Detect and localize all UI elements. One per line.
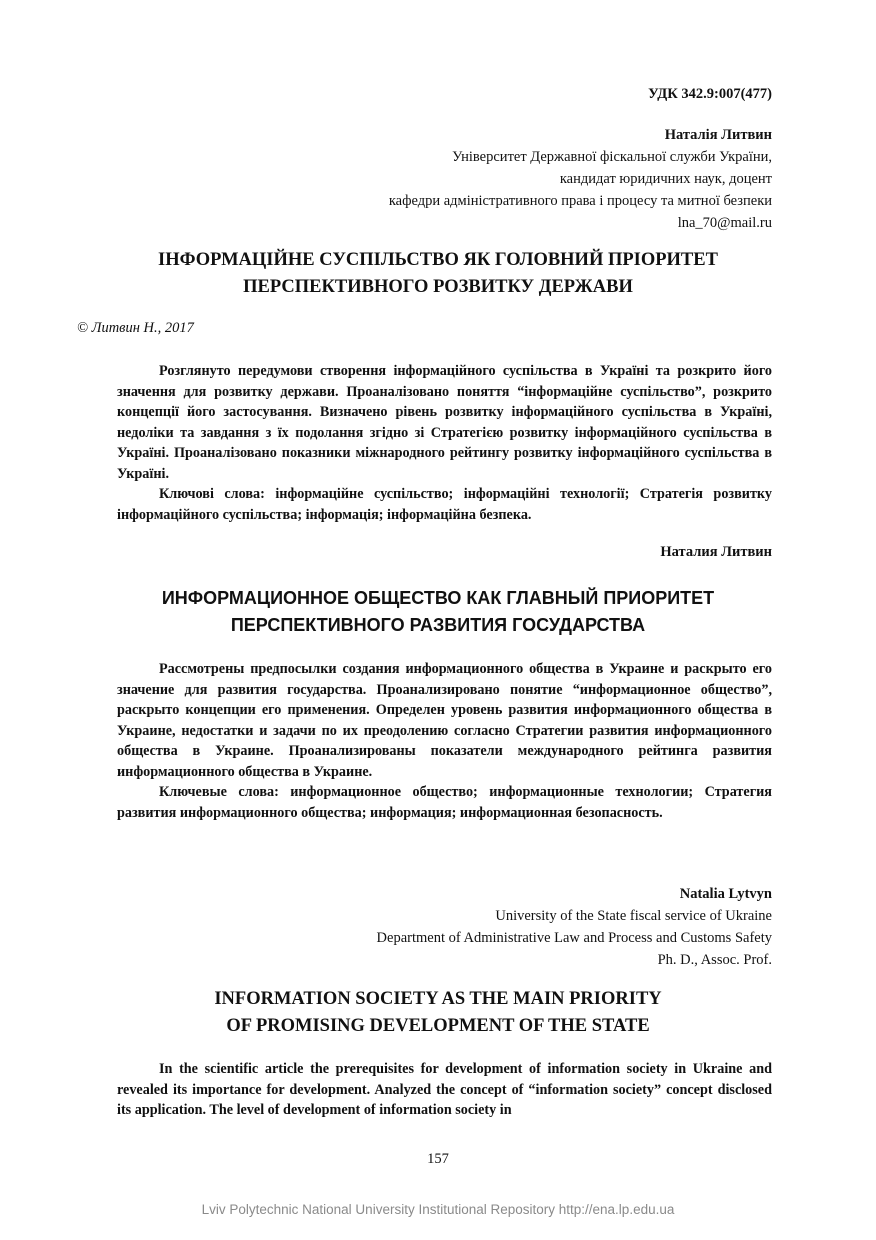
en-author-name: Natalia Lytvyn	[679, 886, 772, 902]
en-title-line-2: OF PROMISING DEVELOPMENT OF THE STATE	[226, 1016, 650, 1036]
ua-article-title	[60, 247, 816, 301]
ua-author-name: Наталія Литвин	[664, 127, 772, 143]
ru-abstract-text: Рассмотрены предпосылки создания информационного общества в Украине и раскрыто его значение для развития государства. Проанализировано понятие “информационное общество”, раскрыто концепции его применения. Определен уровень развития информационного общества в Украине, недостатки и задачи по их преодолению согласно Стратегии развития информационного общества в Украине. Проанализированы показатели международного рейтинга развития информационного общества в Украине.	[117, 661, 772, 780]
en-author-block	[377, 883, 772, 971]
ua-abstract-text: Розглянуто передумови створення інформаційного суспільства в Україні та розкрито його значення для розвитку держави. Проаналізовано поняття “інформаційне суспільство”, розкрито концепції його застосування. Визначено рівень розвитку інформаційного суспільства в Україні, недоліки та завдання з їх подолання згідно зі Стратегією розвитку інформаційного суспільства в Україні. Проаналізовано показники міжнародного рейтингу розвитку інформаційного суспільства в Україні.	[117, 363, 772, 482]
ua-keywords: Ключові слова: інформаційне суспільство; інформаційні технології; Стратегія розвитку інформаційного суспільства; інформація; інформаційна безпека.	[117, 486, 772, 523]
ua-abstract	[117, 361, 772, 525]
ru-article-title	[60, 585, 816, 639]
copyright-notice: © Литвин Н., 2017	[77, 320, 194, 336]
en-abstract	[117, 1059, 772, 1121]
ua-author-department: кафедри адміністративного права і процесу та митної безпеки	[388, 193, 772, 209]
ru-keywords: Ключевые слова: информационное общество; информационные технологии; Стратегия развития информационного общества; информация; информационная безопасность.	[117, 784, 772, 821]
en-article-title	[60, 986, 816, 1040]
ru-title-line-1: ИНФОРМАЦИОННОЕ ОБЩЕСТВО КАК ГЛАВНЫЙ ПРИОРИТЕТ	[161, 588, 715, 608]
en-title-line-1: INFORMATION SOCIETY AS THE MAIN PRIORITY	[214, 989, 662, 1009]
page-number: 157	[427, 1151, 449, 1167]
ru-abstract	[117, 659, 772, 823]
udk-code: УДК 342.9:007(477)	[648, 86, 772, 102]
ua-title-line-2: ПЕРСПЕКТИВНОГО РОЗВИТКУ ДЕРЖАВИ	[243, 277, 633, 297]
en-author-affiliation: University of the State fiscal service of Ukraine	[495, 908, 772, 924]
ua-author-affiliation: Університет Державної фіскальної служби України,	[452, 149, 772, 165]
ua-title-line-1: ІНФОРМАЦІЙНЕ СУСПІЛЬСТВО ЯК ГОЛОВНИЙ ПРІОРИТЕТ	[158, 250, 718, 270]
ua-author-degree: кандидат юридичних наук, доцент	[559, 171, 772, 187]
ua-author-block	[389, 124, 772, 234]
en-author-department: Department of Administrative Law and Process and Customs Safety	[376, 930, 772, 946]
en-abstract-text: In the scientific article the prerequisites for development of information society in Ukraine and revealed its importance for development. Analyzed the concept of “information society” concept disclosed its application. The level of development of information society in	[117, 1061, 772, 1118]
repository-footer: Lviv Polytechnic National University Institutional Repository http://ena.lp.edu.ua	[201, 1202, 675, 1217]
ru-author-name: Наталия Литвин	[660, 544, 772, 560]
ru-title-line-2: ПЕРСПЕКТИВНОГО РАЗВИТИЯ ГОСУДАРСТВА	[230, 615, 646, 635]
en-author-degree: Ph. D., Assoc. Prof.	[657, 952, 772, 968]
ua-author-email: lna_70@mail.ru	[677, 215, 772, 231]
